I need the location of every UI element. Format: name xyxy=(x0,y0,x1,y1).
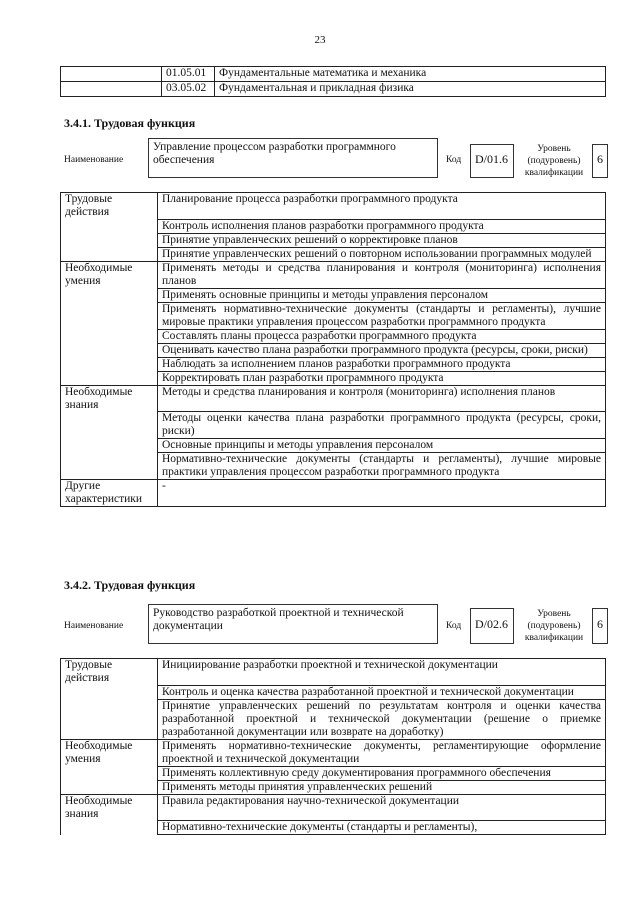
group-title: Другие характеристики xyxy=(61,480,158,507)
function-table xyxy=(60,658,606,835)
function-code: D/02.6 xyxy=(470,608,514,644)
table-cell: Методы оценки качества плана разработки программного продукта (ресурсы, сроки, риски) xyxy=(158,412,606,439)
code-label: Код xyxy=(446,155,462,165)
code-label: Код xyxy=(446,621,462,631)
level-label: Уровень (подуровень) квалификации xyxy=(524,144,584,178)
table-cell: - xyxy=(158,480,606,507)
group-title: Необходимые умения xyxy=(61,261,158,288)
table-cell: Составлять планы процесса разработки программного продукта xyxy=(158,329,606,343)
codes-table xyxy=(60,66,606,97)
function-code: D/01.6 xyxy=(470,144,514,178)
section-heading: 3.4.1. Трудовая функция xyxy=(64,116,196,130)
table-cell: Применять методы принятия управленческих решений xyxy=(158,780,606,794)
group-title: Необходимые знания xyxy=(61,385,158,412)
table-cell: Применять коллективную среду документирования программного обеспечения xyxy=(158,766,606,780)
function-table xyxy=(60,192,606,507)
table-cell: Планирование процесса разработки программного продукта xyxy=(158,193,606,220)
name-label: Наименование xyxy=(64,621,124,631)
table-cell: Основные принципы и методы управления персоналом xyxy=(158,439,606,453)
table-cell: Принятие управленческих решений по результатам контроля и оценки качества разработанной проектной и технической документации (решение о приемке разработанной документации или возврате на доработку) xyxy=(158,699,606,739)
table-cell: Применять методы и средства планирования и контроля (мониторинга) исполнения планов xyxy=(158,261,606,288)
table-row xyxy=(61,82,606,97)
table-cell: Нормативно-технические документы (стандарты и регламенты), лучшие мировые практики управления процессом разработки программного продукта xyxy=(158,453,606,480)
section-heading: 3.4.2. Трудовая функция xyxy=(64,578,196,592)
group-title: Трудовые действия xyxy=(61,659,158,686)
table-cell: Контроль и оценка качества разработанной проектной и технической документации xyxy=(158,685,606,699)
table-cell: Корректировать план разработки программного продукта xyxy=(158,371,606,385)
qualification-level: 6 xyxy=(592,144,608,178)
level-label: Уровень (подуровень) квалификации xyxy=(524,609,584,643)
table-cell: Инициирование разработки проектной и технической документации xyxy=(158,659,606,686)
table-cell: Оценивать качество плана разработки программного продукта (ресурсы, сроки, риски) xyxy=(158,343,606,357)
function-name: Руководство разработкой проектной и технической документации xyxy=(148,604,438,644)
name-label: Наименование xyxy=(64,155,124,165)
table-cell: Контроль исполнения планов разработки программного продукта xyxy=(158,219,606,233)
table-cell: Принятие управленческих решений о повторном использовании программных модулей xyxy=(158,247,606,261)
table-row xyxy=(61,67,606,82)
table-cell: Принятие управленческих решений о корректировке планов xyxy=(158,233,606,247)
table-cell: Применять основные принципы и методы управления персоналом xyxy=(158,288,606,302)
table-cell: Применять нормативно-технические документы (стандарты и регламенты), лучшие мировые практики управления процессом разработки программного продукта xyxy=(158,302,606,329)
page-number: 23 xyxy=(314,34,326,46)
table-cell: Применять нормативно-технические документы, регламентирующие оформление проектной и технической документации xyxy=(158,739,606,766)
table-cell: Наблюдать за исполнением планов разработки программного продукта xyxy=(158,357,606,371)
code-cell: 03.05.02 xyxy=(162,82,215,97)
table-cell: Правила редактирования научно-технической документации xyxy=(158,794,606,821)
code-name-cell: Фундаментальная и прикладная физика xyxy=(215,82,606,97)
group-title: Трудовые действия xyxy=(61,193,158,220)
function-name: Управление процессом разработки программного обеспечения xyxy=(148,138,438,178)
group-title: Необходимые умения xyxy=(61,739,158,766)
table-cell: Методы и средства планирования и контроля (мониторинга) исполнения планов xyxy=(158,385,606,412)
qualification-level: 6 xyxy=(592,608,608,644)
group-title: Необходимые знания xyxy=(61,794,158,821)
code-name-cell: Фундаментальные математика и механика xyxy=(215,67,606,82)
table-cell: Нормативно-технические документы (стандарты и регламенты), xyxy=(158,821,606,835)
code-cell: 01.05.01 xyxy=(162,67,215,82)
